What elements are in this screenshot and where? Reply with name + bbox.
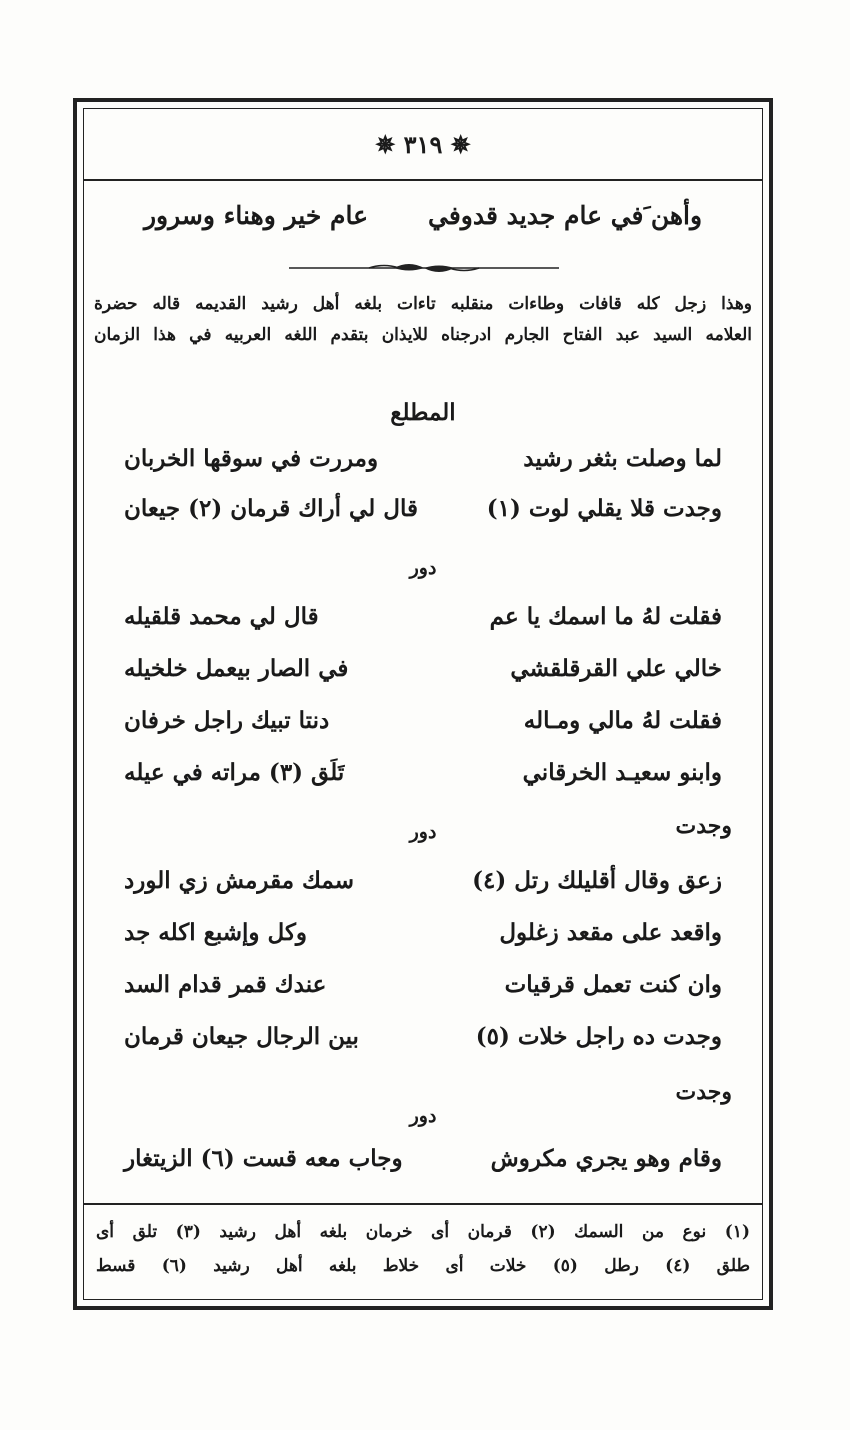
verse-right-hemistich: لما وصلت بثغر رشيد	[523, 445, 722, 472]
verse-right-hemistich: فقلت لهُ مالي ومـاله	[523, 707, 722, 734]
verse-left-hemistich: قال لي محمد قلقيله	[124, 603, 319, 630]
footnote-line-1: (١) نوع من السمك (٢) قرمان أى خرمان بلغه أهل رشيد (٣) تلق أى	[96, 1222, 750, 1242]
page-inner-frame	[83, 108, 763, 1300]
verse-2	[124, 495, 722, 522]
verse-right-hemistich: وجدت ده راجل خلات (٥)	[475, 1023, 722, 1050]
verse-right-hemistich: وابنو سعيـد الخرقاني	[522, 759, 722, 786]
verse-right-hemistich: وان كنت تعمل قرقيات	[504, 971, 722, 998]
verse-10	[124, 1023, 722, 1050]
refrain-word-1: وجدت	[675, 813, 732, 839]
verse-right-hemistich: زعق وقال أقليلك رتل (٤)	[472, 867, 722, 894]
footnotes	[84, 1203, 762, 1299]
verse-left-hemistich: عندك قمر قدام السد	[124, 971, 327, 998]
heading-dawr-3: دور	[409, 1105, 437, 1127]
verse-left-hemistich: في الصار بيعمل خلخيله	[124, 655, 349, 682]
page-header	[84, 109, 762, 181]
heading-dawr-2: دور	[409, 821, 437, 843]
verse-3	[124, 603, 722, 630]
verse-left-hemistich: قال لي أراك قرمان (٢) جيعان	[124, 495, 418, 522]
verse-4	[124, 655, 722, 682]
verse-11	[124, 1145, 722, 1172]
verse-right-hemistich: وقام وهو يجري مكروش	[490, 1145, 722, 1172]
heading-matla: المطلع	[390, 399, 456, 426]
greeting-right-hemistich: وأهن َفي عام جديد قدوفي	[428, 201, 703, 230]
verse-right-hemistich: واقعد على مقعد زغلول	[499, 919, 722, 946]
verse-left-hemistich: وكل وإشبع اكله جد	[124, 919, 308, 946]
footnote-line-2: طلق (٤) رطل (٥) خلات أى خلاط بلغه أهل رشيد (٦) قسط	[96, 1256, 750, 1276]
verse-1	[124, 445, 722, 472]
refrain-word-2: وجدت	[675, 1079, 732, 1105]
verse-right-hemistich: خالي علي القرقلقشي	[510, 655, 722, 682]
verse-left-hemistich: دنتا تبيك راجل خرفان	[124, 707, 330, 734]
page-number: ✵ ٣١٩ ✵	[375, 129, 471, 159]
verse-9	[124, 971, 722, 998]
verse-5	[124, 707, 722, 734]
intro-line-2: العلامه السيد عبد الفتاح الجارم ادرجناه للايذان بتقدم اللغه العربيه في هذا الزمان	[94, 325, 752, 345]
verse-right-hemistich: وجدت قلا يقلي لوت (١)	[486, 495, 722, 522]
verse-6	[124, 759, 722, 786]
verse-8	[124, 919, 722, 946]
verse-left-hemistich: سمك مقرمش زي الورد	[124, 867, 354, 894]
verse-left-hemistich: بين الرجال جيعان قرمان	[124, 1023, 359, 1050]
verse-left-hemistich: تَلَق (٣) مراته في عيله	[124, 759, 345, 786]
heading-dawr-1: دور	[409, 557, 437, 579]
greeting-left-hemistich: عام خير وهناء وسرور	[143, 201, 368, 230]
greeting-verse	[84, 201, 762, 230]
intro-line-1: وهذا زجل كله قافات وطاءات منقلبه تاءات بلغه أهل رشيد القديمه قاله حضرة	[94, 294, 752, 314]
ornament-divider-icon	[289, 259, 559, 277]
verse-left-hemistich: ومررت في سوقها الخربان	[124, 445, 379, 472]
page-frame	[73, 98, 773, 1310]
verse-right-hemistich: فقلت لهُ ما اسمك يا عم	[489, 603, 722, 630]
introduction-paragraph	[94, 289, 752, 351]
verse-left-hemistich: وجاب معه قست (٦) الزيتغار	[124, 1145, 403, 1172]
verse-7	[124, 867, 722, 894]
